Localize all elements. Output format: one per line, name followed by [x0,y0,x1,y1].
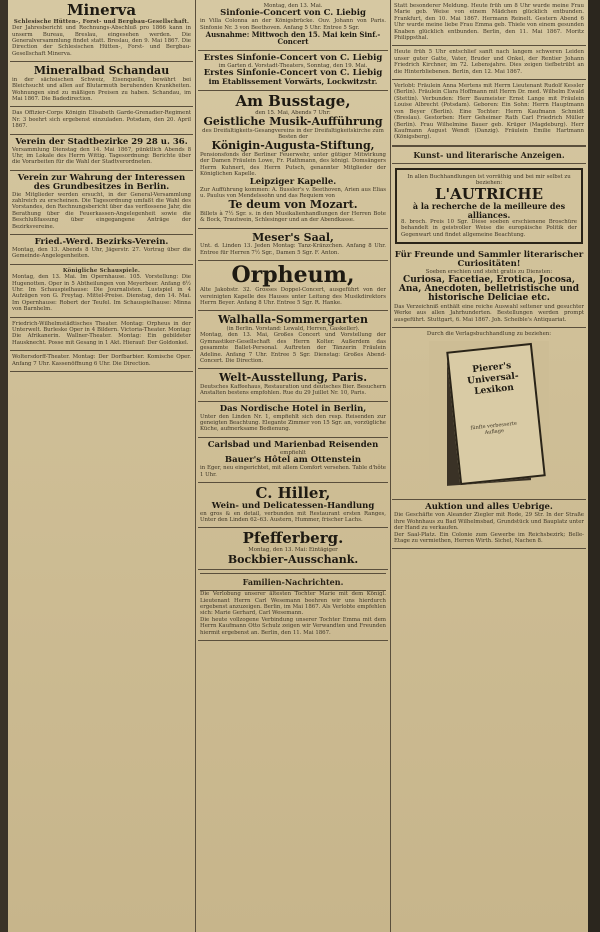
orpheum-ad [198,261,388,311]
walhalla-title: Walhalla-Sommergarten [218,313,368,327]
pfefferberg-title: Pfefferberg. [242,529,344,548]
death-notices-body: Heute früh 5 Uhr entschlief sanft nach langem schweren Leiden unser guter Gatte, Vater, Bruder und Onkel, der Rentier Johann Friedrich Kirchner, im 72. Lebensjahre. Dies zeigen tiefbetrübt an die Hinterbliebenen. Berlin, den 12. Mai 1867. [394,49,584,75]
friedrich-ad [10,235,193,265]
woltersdorff-ad [10,351,193,372]
auction-body: Die Geschäfte von Aleander Ziegler mit Rode, 29 Str. In der Straße ihre Wohnhaus zu Bad Wilhelmsbad, Grundstück und Bauplatz unter der Hand zu verkaufen. [394,512,584,532]
familie-body: Die Verlobung unserer ältesten Tochter Marie mit dem Königl. Lieutenant Herrn Carl Wesemann beehren wir uns hierdurch ergebenst anzuzeigen. Berlin, im Mai 1867. Als Verlobte empfehlen sich: Marie Gerhard, Carl Wesemann. [200,591,386,617]
sinfonie-ad [198,0,388,51]
geistliche-subtitle: des Dreifaltigkeits-Gesangvereins in der Dreifaltigkeitskirche zum Besten der [202,127,384,141]
verein-ad [10,135,193,171]
autriche-title: L'AUTRICHE [434,184,544,203]
minerva-title: Minerva [66,1,137,19]
interessen-title: Verein zur Wahrung der Interessen des Grundbesitzes in Berlin. [17,172,186,192]
schauspiel-ad [10,265,193,318]
column-3 [392,0,586,932]
autriche-ad [395,168,583,245]
schauspiel-body: Montag, den 13. Mai. Im Opernhause. 105. Vorstellung: Die Hugenotten. Oper in 5 Abtheilungen von Meyerbeer. Anfang 6½ Uhr. Im Schauspielhause: Die Journalisten. Lustspiel in 4 Aufzügen von G. Freytag. Mittel-Preise. Dienstag, den 14. Mai. Im Opernhause: Robert der Teufel. Im Schauspielhause: Minna von Barnhelm. [12,274,191,313]
mineralbad-ad [10,62,193,107]
mineralbad-body: in der sächsischen Schweiz, Eisenquelle, bewährt bei Bleichsucht und allen auf Blutarmuth beruhenden Krankheiten. Wohnungen sind zu mäßigen Preisen zu haben. Schandau, im Mai 1867. Die Badedirection. [12,76,191,102]
autriche-body: 8. broch. Preis 10 Sgr. Diese soeben erschienene Broschüre behandelt in geistvoller Weise die europäische Politik der Gegenwart und findet allgemeine Beachtung. [401,219,577,238]
weltausstellung-ad [198,369,388,401]
curios-ad [392,248,586,328]
carlsbad-ad [198,438,388,483]
kapelle-body: Zur Aufführung kommen: A. Bussler's v. Beethoven, Arien aus Elias u. Paulus von Mendelssohn und das Requiem von [200,186,386,199]
mineralbad-title: Mineralbad Schandau [33,64,170,78]
auction-ad [392,500,586,549]
friedrich-body: Montag, den 13. Abends 8 Uhr, Jägerstr. 27. Vortrag über die Gemeinde-Angelegenheiten. [12,246,191,260]
tedeum-body: Billets à 7½ Sgr. s. in den Musikalienhandlungen der Herren Bote & Bock, Trautwein, Schlesinger und an der Abendkasse. [200,210,386,224]
curiosa-title: Curiosa, Facetiae, Erotica, Jocosa, Ana, Anecdoten, belletristische und historische Deliciae etc. [398,274,580,304]
interessen-ad [10,171,193,235]
kunst-head: Kunst- und literarische Anzeigen. [392,146,586,164]
hiller-body: en gros & en detail, verbunden mit Restaurant ersten Ranges, Unter den Linden 62–63. Austern, Hummer, frischer Lachs. [200,510,386,524]
bauer-title: Bauer's Hôtel am Ottenstein [224,455,362,466]
curios-subtitle: Soeben erschien und steht gratis zu Diensten: [425,269,553,276]
erstes-sinfonie-title-2: Erstes Sinfonie-Concert von C. Liebig [203,68,383,79]
curios-title: Für Freunde und Sammler literarischer Curiositäten! [394,250,584,270]
weltausstellung-body: Deutsches Kaffeehaus, Restauration und deutsches Bier. Besuchern Anstalten bestens empfohlen. Rue du 29 Juillet Nr. 10, Paris. [200,383,386,397]
sinfonie-body: in Villa Colonna an der Königsbrücke. Ouv. Johann von Paris. Sinfonie Nr. 3 von Beethoven. Anfang 5 Uhr. Entree 5 Sgr. [200,18,386,31]
pierer-ad [392,328,586,500]
kapelle-title: Leipziger Kapelle. [249,176,337,187]
hiller-title: C. Hiller, [255,483,331,502]
busstag-ad [198,91,388,229]
autriche-subtitle: à la recherche de la meilleure des alliances. [412,201,566,220]
meser-body: Unt. d. Linden 13. Jeden Montag: Tanz-Kränzchen. Anfang 8 Uhr. Entree für Herren 7½ Sgr., Damen 5 Sgr. F. Anton. [200,243,386,256]
pfefferberg-date: Montag, den 13. Mai: Eintägiger [248,547,338,554]
woltersdorff-body: Woltersdorff-Theater. Montag: Der Dorfbarbier. Komische Oper. Anfang 7 Uhr. Kassenöffnung 6 Uhr. Die Direction. [12,354,191,367]
auction-body-2: Der Saal-Platz. Ein Colonie zum Gewerbe im Reichsbezirk; Belle-Etage zu vermiethen, Herren Wirth. Sichel, Nachen 8. [394,531,584,545]
theater-ad [10,318,193,352]
carlsbad-subtitle: empfiehlt [280,449,306,456]
kein-concert-note: Ausnahme: Mittwoch den 15. Mai kein Sinf.-Concert [205,30,381,47]
schauspiel-head: Königliche Schauspiele. [62,267,141,274]
familie-head: Familien-Nachrichten. [200,573,386,591]
pfefferberg-ad [198,528,388,570]
walhalla-body: Montag, den 13. Mai, Großes Concert und Vorstellung der Gymnastiker-Gesellschaft des Herrn Kolter. Außerdem das gesammte Ballet-Personal. Auftreten der Tänzerin Fräulein Adeline. Anfang 7 Uhr. Entree 5 Sgr. Dienstag: Großes Abend-Concert. Die Direction. [200,332,386,364]
familie-ad [198,570,388,641]
interessen-body: Die Mitglieder werden ersucht, in der General-Versammlung zahlreich zu erscheinen. Die Tagesordnung umfaßt die Wahl des Vorstandes, den Rechnungsbericht über das verflossene Jahr, die Berathung über die Feuerkassen-Angelegenheit sowie die Beschlußfassung über eingegangene Anträge der Bezirksvereine. [12,191,191,230]
verein-body: Versammlung Dienstag den 14. Mai 1867, pünktlich Abends 8 Uhr, im Lokale des Herrn Wittig. Tagesordnung: Berichte über die Vorarbeiten für die Wahl der Stadtverordneten. [12,146,191,166]
column-rule [390,0,391,932]
birth-notices-body: Statt besonderer Meldung. Heute früh um 8 Uhr wurde meine Frau Marie geb. Weise von einem Mädchen glücklich entbunden. Frankfurt, den 10. Mai 1867. Hermann Reinelt. Gestern Abend 6 Uhr wurde meine liebe Frau Emma geb. Thiele von einem gesunden Knaben glücklich entbunden. Berlin, den 11. Mai 1867. Moritz Philippsthal. [394,3,584,42]
busstag-date: den 15. Mai, Abends 7 Uhr: [255,109,331,116]
column-2 [198,0,388,932]
right-page-edge [588,0,600,932]
bauer-body: in Eger, neu eingerichtet, mit allem Comfort versehen. Table d'hôte 1 Uhr. [200,465,386,478]
hotel-title: Das Nordische Hotel in Berlin, [219,403,367,414]
column-rule [195,0,196,932]
family-register-body: Verlobt: Fräulein Anna Mertens mit Herrn Lieutenant Rudolf Kessler (Berlin). Fräulein Clara Hoffmann mit Herrn Dr. med. Wilhelm Ewald (Stettin). Verbunden: Herr Baumeister Ernst Lange mit Fräulein Louise Albrecht (Potsdam). Geboren: Ein Sohn: Herrn Hauptmann von Beyer (Berlin). Eine Tochter: Herrn Kaufmann Schmidt (Breslau). Gestorben: Herr Geheimer Rath Carl Friedrich Müller (Berlin). Frau Wilhelmine Bauer geb. Krüger (Magdeburg). Herr Kaufmann August Wendt (Danzig). Fräulein Emilie Hartmann (Königsberg). [394,83,584,141]
family-register [392,80,586,146]
autriche-intro: In allen Buchhandlungen ist vorräthig und bei mir selbst zu beziehen: [407,173,571,187]
busstag-title: Am Busstage, [235,91,351,110]
book-cover-subtitle: fünfte verbesserte Auflage [470,421,518,437]
orpheum-body: Alte Jakobstr. 32. Grosses Doppel-Concert, ausgeführt von der vereinigten Kapelle des Hauses unter Leitung des Musikdirektors Herrn Beyer. Anfang 8 Uhr. Entree 5 Sgr. R. Hanke. [200,287,386,306]
sinfonie-date: Montag, den 13. Mai. [263,3,323,9]
koenigin-body: Pensionsfonds der Berliner Feuerwehr, unter gütiger Mitwirkung der Damen Fräulein Lowe, Fr. Plathmann, des königl. Domsängers Herrn Kuhnert, des Herrn Putsch, genannter Mitglieder der Königlichen Kapelle. [200,152,386,178]
vorwaerts-subtitle: im Etablissement Vorwärts, Lockwitzstr. [208,77,378,87]
familie-body-2: Die heute vollzogene Verbindung unserer Tochter Emma mit dem Herrn Kaufmann Otto Schulz zeigen wir Verwandten und Freunden hiermit ergebenst an. Berlin, den 11. Mai 1867. [200,616,386,636]
minerva-ad [10,0,193,62]
friedrich-title: Fried.-Werd. Bezirks-Verein. [34,237,169,247]
hiller-ad [198,483,388,528]
birth-notices [392,0,586,46]
minerva-subtitle: Schlesische Hütten-, Forst- und Bergbau-Gesellschaft. [13,18,190,25]
book-cover-title: Pierer's Universal-Lexikon [466,361,520,398]
erstes-sinfonie-ad [198,51,388,91]
carlsbad-title: Carlsbad und Marienbad Reisenden [207,439,379,450]
koenigin-title: Königin-Augusta-Stiftung, [211,139,375,153]
tedeum-title: Te deum von Mozart. [228,198,358,212]
meser-ad [198,229,388,261]
hotel-body: Unter den Linden Nr. 1, empfiehlt sich den resp. Reisenden zur geneigten Beachtung. Elegante Zimmer von 15 Sgr. an, vorzügliche Küche, aufmerksame Bedienung. [200,413,386,433]
meser-title: Meser's Saal, [252,230,334,244]
geistliche-title: Geistliche Musik-Aufführung [203,115,383,129]
death-notices [392,46,586,80]
auction-head: Auktion und alles Uebrige. [425,502,553,513]
curios-body: Das Verzeichniß enthält eine reiche Auswahl seltener und gesuchter Werke aus allen Jahrhunderten. Bestellungen werden prompt ausgeführt. Stuttgart, 6. Mai 1867. Joh. Scheible's Antiquariat. [394,303,584,323]
hotel-ad [198,402,388,438]
pfefferberg-subtitle: Bockbier-Ausschank. [227,552,359,566]
minerva-body: Der Jahresbericht und Rechnungs-Abschluß pro 1866 kann in unserm Bureau, Breslau, eingesehen werden. Die Generalversammlung findet statt. Breslau, den 9. Mai 1867. Die Direction der Schlesischen Hütten-, Forst- und Bergbau-Gesellschaft Minerva. [12,25,191,57]
orpheum-title: Orpheum, [231,262,355,289]
walhalla-subtitle: (in Berlin. Vorstand: Lewald, Herren, Gaskeller). [226,325,360,332]
pierer-intro: Durch die Verlagsbuchhandlung zu beziehen: [426,331,552,338]
erstes-sinfonie-title: Erstes Sinfonie-Concert von C. Liebig [203,52,383,63]
erstes-sinfonie-body: im Garten d. Vorstadt-Theaters, Sonntag, den 19. Mai. [218,62,368,69]
book-illustration [429,341,549,491]
theater-body: Friedrich-Wilhelmstädtisches Theater. Montag: Orpheus in der Unterwelt. Burleske Oper in 4 Bildern. Victoria-Theater. Montag: Die Afrikanerin. Wallner-Theater. Montag: Ein gebildeter Hausknecht. Posse mit Gesang in 1 Akt. Hierauf: Der Goldonkel. [12,320,191,346]
weltausstellung-title: Welt-Ausstellung, Paris. [218,371,368,385]
verein-title: Verein der Stadtbezirke 29 28 u. 36. [15,136,188,147]
regiment-body: Das Offizier-Corps Königin Elisabeth Garde-Grenadier-Regiment Nr. 3 beehrt sich ergebenst einzuladen. Potsdam, den 20. April 1867. [12,110,191,130]
column-1 [10,0,193,932]
hiller-subtitle: Wein- und Delicatessen-Handlung [211,500,375,511]
regiment-ad [10,107,193,134]
sinfonie-title: Sinfonie-Concert von C. Liebig [220,8,366,19]
walhalla-ad [198,311,388,369]
left-page-edge [0,0,8,932]
